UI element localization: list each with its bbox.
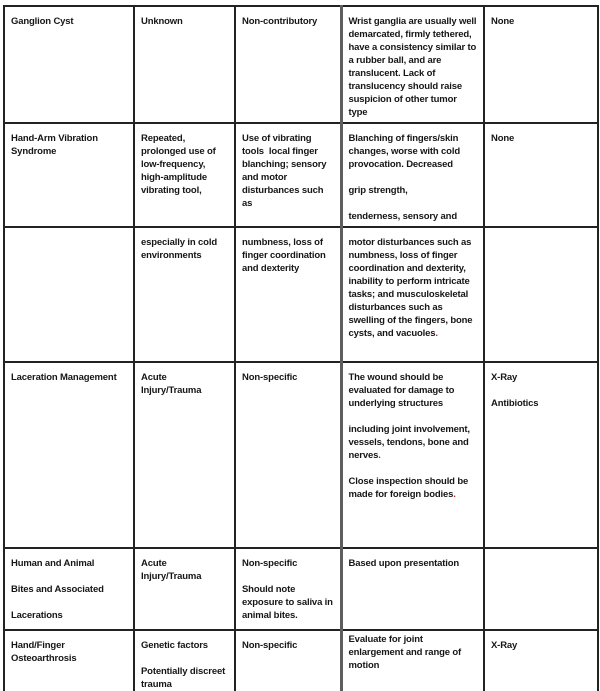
cell-physical-findings <box>341 123 484 227</box>
cell-paragraph: tenderness, sensory and <box>348 211 457 222</box>
cell-paragraph: grip strength, <box>348 185 408 196</box>
cell-history <box>235 548 341 630</box>
cell-paragraph: Laceration Management <box>11 372 117 383</box>
cell-paragraph: X-Ray <box>491 640 518 651</box>
cell-paragraph: Genetic factors <box>141 640 208 651</box>
cell-paragraph: Acute Injury/Trauma <box>141 558 202 582</box>
cell-physical-findings <box>341 362 484 548</box>
cell-history <box>235 123 341 227</box>
cell-paragraph: numbness, loss of finger coordination and dexterity <box>242 237 326 274</box>
cell-history <box>235 630 341 691</box>
cell-paragraph: Based upon presentation <box>348 558 460 569</box>
table-row <box>4 630 598 691</box>
medical-conditions-table <box>3 5 599 691</box>
cell-paragraph: Bites and Associated <box>11 584 104 595</box>
cell-workup <box>484 227 598 362</box>
table-row <box>4 227 598 362</box>
cell-paragraph: Use of vibrating tools local finger blanching; sensory and motor disturbances such as <box>242 133 327 209</box>
cell-paragraph: X-Ray <box>491 372 518 383</box>
cell-paragraph: especially in cold environments <box>141 237 217 261</box>
cell-condition <box>4 630 134 691</box>
cell-physical-findings <box>341 227 484 362</box>
cell-text: including joint involvement, vessels, tendons, bone and nerves <box>348 424 470 461</box>
cell-paragraph: Non-specific <box>242 640 298 651</box>
cell-text: Close inspection should be made for foreign bodies <box>348 476 469 500</box>
cell-paragraph: Potentially discreet trauma <box>141 666 226 690</box>
cell-workup <box>484 362 598 548</box>
cell-paragraph: Human and Animal <box>11 558 95 569</box>
cell-paragraph: None <box>491 133 515 144</box>
cell-etiology <box>134 227 235 362</box>
cell-physical-findings <box>341 6 484 123</box>
cell-paragraph: Repeated, prolonged use of low-frequency, high-amplitude vibrating tool, <box>141 133 216 196</box>
cell-history <box>235 362 341 548</box>
cell-paragraph: Unknown <box>141 16 183 27</box>
table-row <box>4 362 598 548</box>
cell-paragraph: Evaluate for joint enlargement and range of motion <box>348 634 462 671</box>
cell-etiology <box>134 123 235 227</box>
cell-paragraph: Blanching of fingers/skin changes, worse with cold provocation. Decreased <box>348 133 460 170</box>
cell-condition <box>4 6 134 123</box>
table-body <box>4 6 598 691</box>
cell-paragraph: Antibiotics <box>491 398 539 409</box>
cell-paragraph: The wound should be evaluated for damage to underlying structures <box>348 372 455 409</box>
cell-paragraph <box>349 423 479 462</box>
red-period: . <box>378 450 381 461</box>
cell-paragraph: Hand-Arm Vibration Syndrome <box>11 133 98 157</box>
cell-condition <box>4 548 134 630</box>
table-row <box>4 6 598 123</box>
cell-workup <box>484 548 598 630</box>
cell-etiology <box>134 548 235 630</box>
cell-paragraph: Acute Injury/Trauma <box>141 372 202 396</box>
cell-condition <box>4 362 134 548</box>
cell-etiology <box>134 6 235 123</box>
cell-history <box>235 6 341 123</box>
cell-paragraph: Should note exposure to saliva in animal bites. <box>242 584 333 621</box>
cell-paragraph: Ganglion Cyst <box>11 16 74 27</box>
cell-paragraph <box>349 236 479 340</box>
red-period: . <box>435 328 438 339</box>
cell-workup <box>484 123 598 227</box>
cell-text: motor disturbances such as numbness, loss of finger coordination and dexterity, inability to perform intricate tasks; and musculoskeletal disturbances such as swelling of the fingers, bone cysts, and vacuoles <box>348 237 473 339</box>
cell-paragraph: Non-specific <box>242 372 298 383</box>
cell-physical-findings <box>341 548 484 630</box>
cell-paragraph: Lacerations <box>11 610 63 621</box>
cell-paragraph: Wrist ganglia are usually well demarcated, firmly tethered, have a consistency similar to a rubber ball, and are translucent. Lack of translucency should raise suspicion of other tumor type <box>348 16 477 118</box>
cell-workup <box>484 630 598 691</box>
cell-condition <box>4 227 134 362</box>
cell-workup <box>484 6 598 123</box>
cell-paragraph: Non-contributory <box>242 16 318 27</box>
cell-paragraph: Non-specific <box>242 558 298 569</box>
table-row <box>4 548 598 630</box>
cell-physical-findings <box>341 630 484 691</box>
cell-history <box>235 227 341 362</box>
red-period: . <box>453 489 456 500</box>
cell-etiology <box>134 362 235 548</box>
cell-condition <box>4 123 134 227</box>
cell-paragraph: None <box>491 16 515 27</box>
cell-paragraph <box>349 475 479 501</box>
cell-etiology <box>134 630 235 691</box>
cell-paragraph: Hand/Finger Osteoarthrosis <box>11 640 77 664</box>
table-row <box>4 123 598 227</box>
